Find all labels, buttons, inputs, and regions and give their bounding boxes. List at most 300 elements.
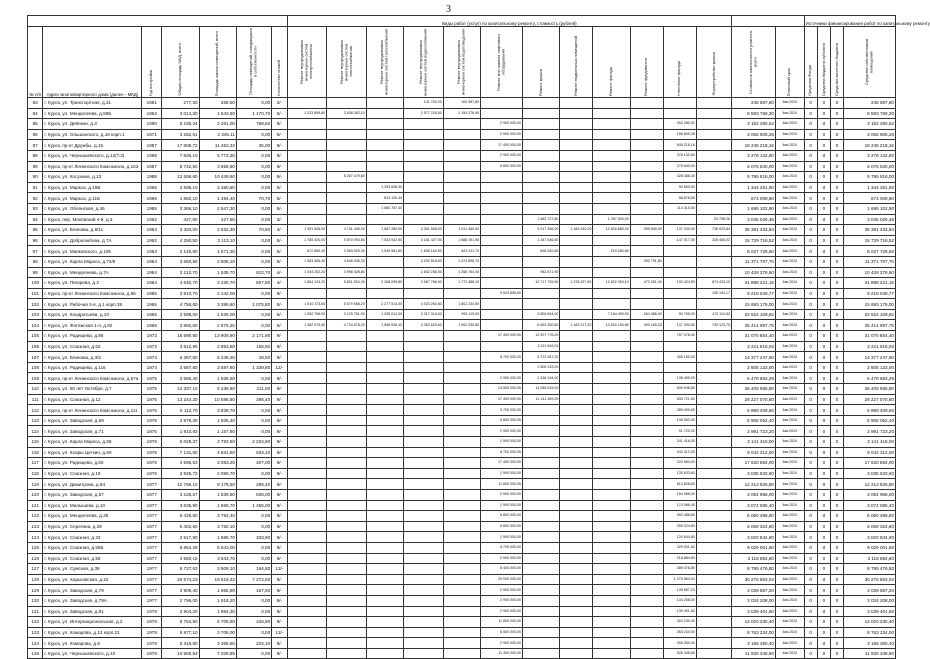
table-cell-own: 7 272,50 (236, 574, 271, 585)
table-cell-c9 (593, 648, 630, 659)
table-cell-fl: 9/- (272, 648, 287, 659)
table-cell-s2: 0 (817, 627, 830, 638)
table-cell-c12: 874 433,15 (696, 278, 731, 289)
table-cell-addr: г. Курск, ул. Заводская, д.57 (43, 489, 142, 500)
table-cell-c9 (593, 595, 630, 606)
table-cell-own: 0,00 (236, 288, 271, 299)
table-cell-c7 (522, 617, 559, 628)
table-cell-s2: 0 (817, 309, 830, 320)
table-cell-c7: 5 804 844,00 (522, 309, 559, 320)
table-cell-n: 93 (28, 203, 43, 214)
table-cell-own: 333,90 (236, 532, 271, 543)
table-cell-c3 (366, 638, 403, 649)
table-cell-s1: 0 (804, 500, 817, 511)
table-cell-total: 17 620 584,00 (731, 458, 775, 469)
table-cell-c2 (327, 500, 367, 511)
table-cell-live: 1 916,20 (199, 595, 236, 606)
table-cell-area: 10 965,93 (162, 648, 199, 659)
table-cell-c3 (366, 288, 403, 299)
table-cell-own_funds: 873 009,90 (844, 193, 896, 204)
table-cell-c6 (481, 278, 523, 289)
table-cell-c11: 252 280,52 (663, 119, 696, 130)
table-cell-own: 194,80 (236, 564, 271, 575)
table-cell-fl: 9/- (272, 426, 287, 437)
table-cell-s3: 0 (830, 384, 843, 395)
table-cell-c11: 220 584,00 (663, 458, 696, 469)
table-cell-c6: 17 400 000,00 (481, 394, 523, 405)
table-cell-term: 4кв.2024 (775, 511, 804, 522)
column-header (327, 27, 367, 98)
table-cell-c8 (560, 489, 593, 500)
column-header-label: Средства собственников помещений (863, 38, 874, 86)
table-cell-total: 18 245 218,16 (731, 140, 775, 151)
table-cell-c2: 3 638 382,10 (327, 108, 367, 119)
table-cell-c12 (696, 468, 731, 479)
table-cell-own: 0,00 (236, 182, 271, 193)
table-cell-s2: 0 (817, 193, 830, 204)
table-cell-area: 7 131,50 (162, 447, 199, 458)
table-cell-n: 119 (28, 479, 43, 490)
table-cell-c8 (560, 140, 593, 151)
table-cell-c5 (443, 150, 480, 161)
table-cell-addr: г. Курск, ул. Обоянская, д.46 (43, 203, 142, 214)
table-cell-s3: 0 (830, 648, 843, 659)
table-cell-c8 (560, 437, 593, 448)
table-cell-s2: 0 (817, 182, 830, 193)
table-cell-c7: 2 438 194,00 (522, 373, 559, 384)
table-cell-n: 123 (28, 521, 43, 532)
table-cell-c7 (522, 638, 559, 649)
table-cell-addr: г. Курск, ул. Добролюбова, д.7А (43, 235, 142, 246)
column-header (287, 27, 327, 98)
table-cell-total: 15 729 716,52 (731, 235, 775, 246)
table-cell-c8 (560, 150, 593, 161)
table-cell-live: 3 838,70 (199, 405, 236, 416)
table-cell-n: 126 (28, 553, 43, 564)
table-cell-n: 100 (28, 278, 43, 289)
table-cell-own_funds: 6 060 488,80 (844, 511, 896, 522)
table-cell-c8 (560, 161, 593, 172)
table-cell-c6: 2 900 000,00 (481, 150, 523, 161)
table-cell-s3: 0 (830, 426, 843, 437)
table-cell-c12 (696, 447, 731, 458)
table-cell-n: 130 (28, 595, 43, 606)
table-cell-total: 9 218 049,77 (731, 288, 775, 299)
table-cell-c9 (593, 193, 630, 204)
table-cell-addr: г. Курск, пр-кт Ленинского Комсомола, д.96 (43, 288, 142, 299)
table-cell-total: 8 763 234,00 (731, 627, 775, 638)
table-cell-c10 (630, 98, 663, 109)
table-cell-addr: г. Курск, ул. Союзная, д.53 (43, 341, 142, 352)
table-cell-total: 1 695 102,90 (731, 203, 775, 214)
table-cell-c9 (593, 129, 630, 140)
table-cell-c10 (630, 331, 663, 342)
table-cell-c11: 114 315,50 (663, 203, 696, 214)
table-cell-c11 (663, 214, 696, 225)
table-cell-c11: 156 605,28 (663, 129, 696, 140)
table-cell-c5 (443, 574, 480, 585)
table-cell-c6: 2 900 000,00 (481, 532, 523, 543)
table-cell-c9 (593, 267, 630, 278)
column-header (443, 27, 480, 98)
table-row (28, 511, 896, 522)
table-cell-area: 5 727,63 (162, 564, 199, 575)
table-cell-c4 (404, 203, 444, 214)
table-cell-c10: 359 840,00 (630, 225, 663, 236)
table-cell-s1: 0 (804, 437, 817, 448)
table-cell-addr: г. Курск, ул. Комарова, д.13 корп.21 (43, 627, 142, 638)
table-cell-c8 (560, 309, 593, 320)
table-cell-term: 4кв.2024 (775, 150, 804, 161)
table-cell-c8 (560, 415, 593, 426)
table-cell-c11: 635 721,60 (663, 394, 696, 405)
table-cell-c11: 289 409,60 (663, 405, 696, 416)
table-cell-c7 (522, 119, 559, 130)
table-cell-addr: г. Курск, пр-кт Ленинского Комсомола, д.111 (43, 405, 142, 416)
table-cell-c4 (404, 553, 444, 564)
table-cell-s3: 0 (830, 362, 843, 373)
table-cell-own: 912,70 (236, 267, 271, 278)
table-cell-own_funds: 3 141 416,00 (844, 437, 896, 448)
table-cell-c10 (630, 479, 663, 490)
table-cell-s1: 0 (804, 426, 817, 437)
table-cell-year: 1976 (142, 458, 162, 469)
table-cell-live: 3 760,10 (199, 521, 236, 532)
table-cell-c4 (404, 331, 444, 342)
table-cell-s1: 0 (804, 214, 817, 225)
table-cell-own_funds: 18 245 218,16 (844, 140, 896, 151)
table-cell-c6: 17 400 000,00 (481, 331, 523, 342)
table-cell-area: 6 854,28 (162, 542, 199, 553)
table-cell-c12: 472 110,82 (696, 309, 731, 320)
table-cell-c6 (481, 246, 523, 257)
table-cell-c10 (630, 606, 663, 617)
table-cell-own_funds: 245 687,80 (844, 98, 896, 109)
table-cell-own_funds: 6 075 640,00 (844, 161, 896, 172)
table-cell-n: 131 (28, 606, 43, 617)
table-cell-own: 35,00 (236, 140, 271, 151)
table-cell-own: 426,80 (236, 617, 271, 628)
table-cell-c5: 1 772 388,10 (443, 278, 480, 289)
table-cell-c11: 139 567,20 (663, 585, 696, 596)
table-cell-term: 4кв.2024 (775, 352, 804, 363)
table-cell-c9: 7 164 490,00 (593, 309, 630, 320)
table-cell-s2: 0 (817, 362, 830, 373)
table-cell-s2: 0 (817, 246, 830, 257)
table-cell-year: 1973 (142, 341, 162, 352)
table-cell-live: 11 453,32 (199, 140, 236, 151)
table-row (28, 203, 896, 214)
table-cell-s2: 0 (817, 172, 830, 183)
table-cell-own: 0,00 (236, 150, 271, 161)
table-cell-year: 1977 (142, 479, 162, 490)
table-cell-s2: 0 (817, 299, 830, 310)
table-cell-term: 4кв.2024 (775, 606, 804, 617)
table-row (28, 405, 896, 416)
table-row (28, 489, 896, 500)
table-cell-c5 (443, 638, 480, 649)
table-cell-term: 4кв.2024 (775, 373, 804, 384)
table-cell-c8 (560, 203, 593, 214)
table-cell-live: 1 935,40 (199, 415, 236, 426)
table-cell-c10 (630, 405, 663, 416)
table-cell-c5 (443, 521, 480, 532)
table-cell-c1 (287, 373, 327, 384)
table-cell-total: 6 060 488,80 (731, 511, 775, 522)
table-cell-s3: 0 (830, 299, 843, 310)
table-cell-c4 (404, 595, 444, 606)
table-cell-fl: 9/- (272, 288, 287, 299)
table-cell-c2 (327, 564, 367, 575)
table-cell-c7 (522, 553, 559, 564)
table-cell-c10 (630, 447, 663, 458)
table-cell-c3 (366, 458, 403, 469)
table-row (28, 500, 896, 511)
table-cell-s1: 0 (804, 161, 817, 172)
table-cell-term: 4кв.2024 (775, 299, 804, 310)
table-cell-s1: 0 (804, 574, 817, 585)
table-cell-c8 (560, 595, 593, 606)
table-row (28, 278, 896, 289)
table-cell-area: 5 318,80 (162, 638, 199, 649)
table-cell-c10 (630, 362, 663, 373)
table-cell-fl: 3/- (272, 214, 287, 225)
table-cell-c4 (404, 405, 444, 416)
table-cell-c8 (560, 606, 593, 617)
table-cell-c3: 814 130,40 (366, 193, 403, 204)
table-cell-live: 1 157,80 (199, 426, 236, 437)
column-header-label: Утепление фасада (676, 60, 682, 96)
table-cell-total: 9 042 312,00 (731, 447, 775, 458)
table-cell-c12 (696, 648, 731, 659)
table-cell-fl: 9/- (272, 394, 287, 405)
table-cell-addr: г. Курск, ул. Рабочая 2-я, д.1 корп.38 (43, 299, 142, 310)
table-cell-c10 (630, 288, 663, 299)
table-cell-c5 (443, 606, 480, 617)
table-cell-live: 3 113,10 (199, 235, 236, 246)
table-cell-c1: 1 910 473,60 (287, 299, 327, 310)
table-cell-n: 99 (28, 267, 43, 278)
table-cell-c5 (443, 489, 480, 500)
table-cell-fl: 5/- (272, 299, 287, 310)
table-cell-own_funds: 10 428 376,60 (844, 267, 896, 278)
table-cell-c7 (522, 468, 559, 479)
table-cell-s1: 0 (804, 309, 817, 320)
table-cell-s3: 0 (830, 161, 843, 172)
table-cell-c3 (366, 627, 403, 638)
table-cell-total: 245 687,80 (731, 98, 775, 109)
table-cell-c7 (522, 299, 559, 310)
table-cell-c5 (443, 140, 480, 151)
table-cell-c3 (366, 511, 403, 522)
table-cell-s3: 0 (830, 405, 843, 416)
table-cell-c6: 2 900 000,00 (481, 468, 523, 479)
table-cell-c11: 120 844,80 (663, 532, 696, 543)
table-cell-fl: 4/- (272, 278, 287, 289)
table-cell-c1: 1 582 575,60 (287, 320, 327, 331)
table-cell-c8 (560, 585, 593, 596)
table-cell-own: 298,40 (236, 479, 271, 490)
table-cell-s3: 0 (830, 172, 843, 183)
table-cell-c9 (593, 617, 630, 628)
table-row (28, 214, 896, 225)
table-cell-s1: 0 (804, 542, 817, 553)
table-cell-c8 (560, 256, 593, 267)
table-cell-c11: 329 001,60 (663, 542, 696, 553)
table-cell-c4 (404, 172, 444, 183)
table-cell-addr: г. Курск, ул. Кондратьева, д.10 (43, 309, 142, 320)
table-cell-s1: 0 (804, 98, 817, 109)
table-cell-n: 94 (28, 214, 43, 225)
table-cell-c1 (287, 521, 327, 532)
table-cell-c8 (560, 129, 593, 140)
table-cell-c8 (560, 468, 593, 479)
table-cell-term: 4кв.2024 (775, 172, 804, 183)
table-cell-c5 (443, 542, 480, 553)
table-cell-own: 1 170,70 (236, 108, 271, 119)
table-cell-own: 1 339,80 (236, 362, 271, 373)
table-cell-c3 (366, 521, 403, 532)
table-row (28, 288, 896, 299)
table-cell-own_funds: 9 029 001,60 (844, 542, 896, 553)
table-cell-fl: 2/- (272, 98, 287, 109)
table-cell-area: 5 428,50 (162, 511, 199, 522)
table-cell-term: 4кв.2024 (775, 193, 804, 204)
table-cell-s3: 0 (830, 595, 843, 606)
table-cell-c10 (630, 574, 663, 585)
table-cell-area: 2 517,80 (162, 532, 199, 543)
column-header-label: Переустройство крыши (710, 52, 716, 96)
table-cell-s2: 0 (817, 532, 830, 543)
table-cell-s3: 0 (830, 203, 843, 214)
table-cell-s2: 0 (817, 140, 830, 151)
table-cell-c11: 342 312,00 (663, 447, 696, 458)
table-cell-c12 (696, 384, 731, 395)
table-cell-c10 (630, 521, 663, 532)
table-cell-c10 (630, 214, 663, 225)
table-cell-s2: 0 (817, 331, 830, 342)
table-cell-c5 (443, 214, 480, 225)
table-cell-c8 (560, 638, 593, 649)
table-cell-total: 3 045 026,46 (731, 214, 775, 225)
table-cell-c4 (404, 500, 444, 511)
table-cell-fl: 9/- (272, 405, 287, 416)
table-cell-c4 (404, 182, 444, 193)
table-cell-c11: 845 218,16 (663, 140, 696, 151)
table-cell-c1: 1 864 124,20 (287, 278, 327, 289)
table-cell-c8 (560, 384, 593, 395)
table-cell-c10 (630, 150, 663, 161)
column-header (817, 27, 830, 98)
table-cell-addr: г. Курск, ул. Малышева, д.10 (43, 500, 142, 511)
table-cell-addr: г. Курск, ул. Блинова, д.3/2 (43, 352, 142, 363)
table-cell-total: 3 039 401,60 (731, 606, 775, 617)
table-cell-n: 87 (28, 140, 43, 151)
table-cell-fl: 12/- (272, 627, 287, 638)
table-cell-c5: 1 688 191,50 (443, 235, 480, 246)
table-cell-total: 3 074 086,40 (731, 500, 775, 511)
table-cell-s2: 0 (817, 405, 830, 416)
table-cell-c7 (522, 542, 559, 553)
table-cell-area: 3 282,61 (162, 129, 199, 140)
table-cell-live: 1 494,40 (199, 193, 236, 204)
table-cell-c11: 58 878,50 (663, 193, 696, 204)
table-cell-term: 4кв.2024 (775, 542, 804, 553)
table-row (28, 225, 896, 236)
table-cell-own_funds: 30 275 563,04 (844, 574, 896, 585)
table-cell-s2: 0 (817, 225, 830, 236)
table-cell-own_funds: 3 039 567,20 (844, 585, 896, 596)
column-header-label: Средства местного бюджета (833, 42, 839, 96)
table-cell-c11: 263 234,00 (663, 627, 696, 638)
table-cell-year: 1966 (142, 309, 162, 320)
table-cell-n: 128 (28, 574, 43, 585)
table-cell-c1 (287, 595, 327, 606)
table-cell-c6: 29 000 000,00 (481, 574, 523, 585)
table-cell-fl: 9/- (272, 373, 287, 384)
table-cell-own_funds: 41 898 221,15 (844, 278, 896, 289)
table-cell-term: 4кв.2024 (775, 140, 804, 151)
table-cell-c12 (696, 617, 731, 628)
table-cell-year: 1990 (142, 119, 162, 130)
table-cell-s1: 0 (804, 320, 817, 331)
table-cell-own_funds: 12 213 828,80 (844, 479, 896, 490)
table-cell-total: 1 344 261,90 (731, 182, 775, 193)
table-cell-c6: 2 900 000,00 (481, 595, 523, 606)
table-cell-year: 1977 (142, 574, 162, 585)
table-cell-c8 (560, 98, 593, 109)
table-cell-own_funds: 6 059 324,80 (844, 521, 896, 532)
table-cell-fl: 9/- (272, 150, 287, 161)
table-cell-term: 4кв.2024 (775, 426, 804, 437)
table-cell-addr: г. Курск, ул. Карла Маркса, д.58 (43, 437, 142, 448)
table-cell-c1 (287, 362, 327, 373)
table-cell-c10 (630, 119, 663, 130)
table-cell-c2 (327, 394, 367, 405)
table-cell-year: 1963 (142, 246, 162, 257)
table-cell-c1 (287, 384, 327, 395)
table-cell-term: 4кв.2024 (775, 267, 804, 278)
table-cell-c5: 823 411,70 (443, 246, 480, 257)
table-cell-c8 (560, 617, 593, 628)
table-cell-own_funds: 3 152 280,52 (844, 119, 896, 130)
table-cell-addr: г. Курск, ул. Заводская, д.69 (43, 415, 142, 426)
table-row (28, 161, 896, 172)
table-cell-fl: 9/- (272, 553, 287, 564)
table-cell-total: 35 381 433,84 (731, 225, 775, 236)
table-cell-addr: г. Курск, ул. Ольшанского, д.16 корп.1 (43, 129, 142, 140)
table-cell-c12 (696, 405, 731, 416)
table-cell-c7 (522, 108, 559, 119)
table-cell-total: 3 152 280,52 (731, 119, 775, 130)
column-header (142, 27, 162, 98)
table-cell-own: 167,50 (236, 585, 271, 596)
column-header-label: Ремонт фасада (608, 66, 614, 96)
table-cell-total: 5 795 816,00 (731, 172, 775, 183)
table-cell-s3: 0 (830, 214, 843, 225)
table-cell-area: 26 574,23 (162, 574, 199, 585)
table-cell-addr: г. Курск, ул. Заводская, д.81 (43, 606, 142, 617)
table-cell-c12 (696, 331, 731, 342)
table-row (28, 415, 896, 426)
table-cell-s2: 0 (817, 458, 830, 469)
table-cell-year: 1963 (142, 225, 162, 236)
table-cell-area: 2 665,40 (162, 373, 199, 384)
table-cell-c12 (696, 108, 731, 119)
table-cell-own: 0,00 (236, 511, 271, 522)
table-cell-c8 (560, 352, 593, 363)
table-row (28, 617, 896, 628)
